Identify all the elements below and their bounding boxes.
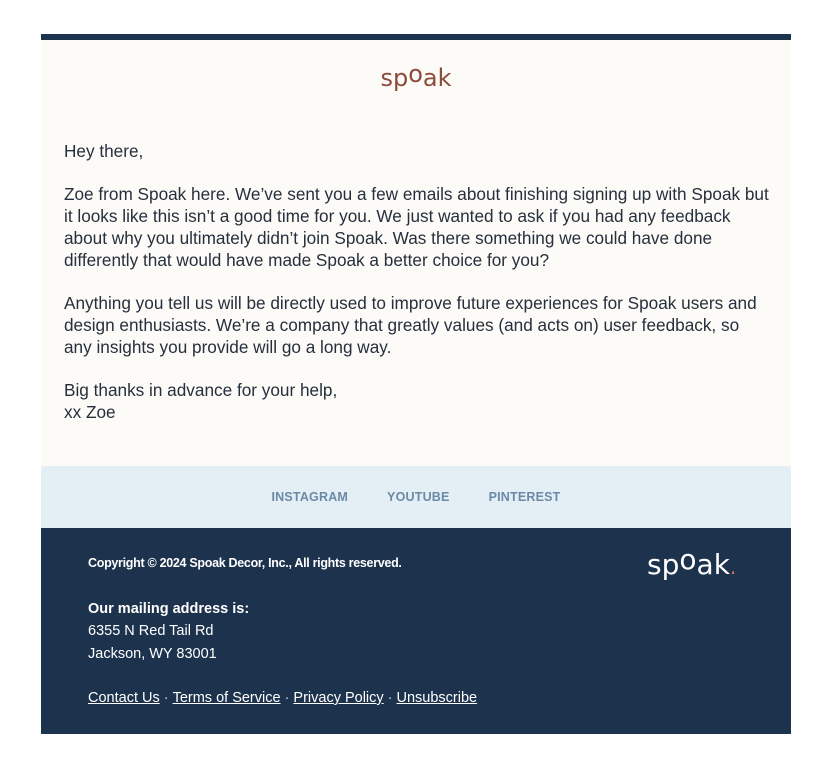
youtube-link[interactable]: YOUTUBE — [387, 490, 450, 504]
footer-links — [88, 690, 477, 706]
spoak-logo-footer[interactable]: spoak. — [647, 543, 737, 581]
unsubscribe-link[interactable]: Unsubscribe — [396, 690, 478, 706]
instagram-link[interactable]: INSTAGRAM — [271, 490, 349, 504]
paragraph-1: Zoe from Spoak here. We’ve sent you a few emails about finishing signing up with Spoak but it looks like this isn’t a good time for you. We just wanted to ask if you had any feedback about why you ultimately didn’t join Spoak. Was there something we could have done differently that would have made Spoak a better choice for you? — [64, 184, 769, 270]
copyright-text: Copyright © 2024 Spoak Decor, Inc., All rights reserved. — [88, 556, 402, 570]
paragraph-2: Anything you tell us will be directly used to improve future experiences for Spoak users and design enthusiasts. We’re a company that greatly values (and acts on) user feedback, so any insights you provide will go a long way. — [64, 293, 757, 357]
message-text — [64, 140, 769, 423]
spoak-logo-header[interactable]: spoak — [380, 60, 452, 92]
signoff — [64, 379, 769, 423]
terms-of-service-link[interactable]: Terms of Service — [172, 690, 281, 706]
privacy-policy-link[interactable]: Privacy Policy — [293, 690, 384, 706]
address-line-2: Jackson, WY 83001 — [88, 646, 217, 662]
link-separator: · — [284, 690, 290, 706]
link-separator: · — [163, 690, 169, 706]
footer — [41, 528, 791, 734]
address-line-1: 6355 N Red Tail Rd — [88, 623, 214, 639]
social-links-bar — [41, 466, 791, 528]
link-separator: · — [387, 690, 393, 706]
signoff-line: Big thanks in advance for your help, — [64, 380, 338, 400]
email-container — [41, 34, 791, 734]
contact-us-link[interactable]: Contact Us — [88, 690, 160, 706]
greeting: Hey there, — [64, 141, 144, 161]
signature: xx Zoe — [64, 402, 116, 422]
logo-dot: . — [729, 555, 737, 579]
pinterest-link[interactable]: PINTEREST — [488, 490, 561, 504]
email-body — [41, 40, 791, 466]
mailing-address-label: Our mailing address is: — [88, 601, 250, 617]
